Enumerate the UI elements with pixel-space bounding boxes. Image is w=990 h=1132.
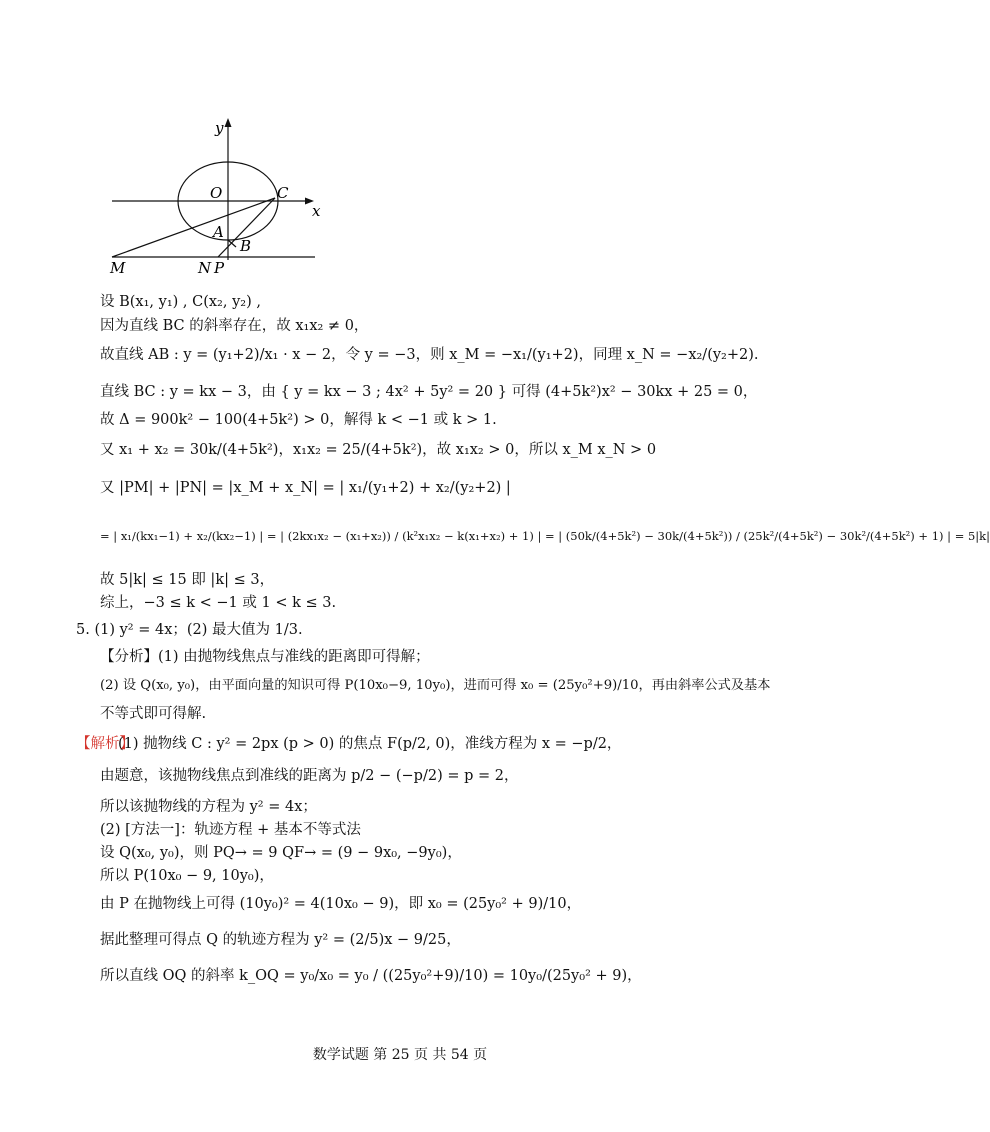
label-b: B — [240, 237, 252, 255]
ellipse-diagram — [100, 110, 340, 280]
text-line: 故 Δ = 900k² − 100(4+5k²) > 0，解得 k < −1 或 k > 1. — [100, 412, 497, 428]
analysis-heading: 【分析】(1) 由抛物线焦点与准线的距离即可得解； — [100, 649, 430, 665]
text-line: (1) 抛物线 C : y² = 2px (p > 0) 的焦点 F(p/2, 0)，准线方程为 x = −p/2， — [118, 736, 622, 752]
label-y: y — [215, 119, 224, 137]
y-axis-arrow — [225, 118, 232, 127]
text-line: 设 B(x₁, y₁) , C(x₂, y₂) , — [100, 294, 261, 310]
label-c: C — [277, 184, 289, 202]
question-5-answer: 5. (1) y² = 4x；(2) 最大值为 1/3. — [76, 622, 303, 638]
label-p: P — [214, 259, 225, 277]
label-n: N — [198, 259, 212, 277]
text-line: 所以 P(10x₀ − 9, 10y₀)， — [100, 868, 274, 884]
text-line: 直线 BC : y = kx − 3，由 { y = kx − 3 ; 4x² + 5y² = 20 } 可得 (4+5k²)x² − 30kx + 25 = 0， — [100, 384, 758, 400]
text-line: 不等式即可得解. — [100, 706, 207, 722]
text-line: 由题意，该抛物线焦点到准线的距离为 p/2 − (−p/2) = p = 2， — [100, 768, 519, 784]
text-line: (2) 设 Q(x₀, y₀)，由平面向量的知识可得 P(10x₀−9, 10y₀)，进而可得 x₀ = (25y₀²+9)/10，再由斜率公式及基本 — [100, 678, 771, 693]
label-o: O — [210, 184, 223, 202]
text-line: 故直线 AB : y = (y₁+2)/x₁ · x − 2，令 y = −3，则 x_M = −x₁/(y₁+2)，同理 x_N = −x₂/(y₂+2). — [100, 347, 759, 363]
text-line: 所以直线 OQ 的斜率 k_OQ = y₀/x₀ = y₀ / ((25y₀²+9)/10) = 10y₀/(25y₀² + 9)， — [100, 968, 642, 984]
page-footer: 数学试题 第 25 页 共 54 页 — [312, 1047, 488, 1063]
text-line: 又 |PM| + |PN| = |x_M + x_N| = | x₁/(y₁+2) + x₂/(y₂+2) | — [100, 480, 511, 496]
text-line: 因为直线 BC 的斜率存在，故 x₁x₂ ≠ 0， — [100, 318, 369, 334]
label-a: A — [213, 223, 224, 241]
method-heading: (2) [方法一]：轨迹方程 + 基本不等式法 — [100, 822, 361, 838]
text-line: 据此整理可得点 Q 的轨迹方程为 y² = (2/5)x − 9/25， — [100, 932, 461, 948]
text-line: 又 x₁ + x₂ = 30k/(4+5k²)，x₁x₂ = 25/(4+5k²)，故 x₁x₂ > 0，所以 x_M x_N > 0 — [100, 442, 657, 458]
label-m: M — [110, 259, 126, 277]
text-line: 由 P 在抛物线上可得 (10y₀)² = 4(10x₀ − 9)，即 x₀ = (25y₀² + 9)/10， — [100, 896, 582, 912]
text-line: = | x₁/(kx₁−1) + x₂/(kx₂−1) | = | (2kx₁x₂ − (x₁+x₂)) / (k²x₁x₂ − k(x₁+x₂) + 1) | = | (50k/(4+5k²) − 30k/(4+5k²)) / (25k²/(4+5k²) − 30k²/(4+5k²) + 1) | = 5|k| — [100, 529, 990, 543]
text-line: 故 5|k| ≤ 15 即 |k| ≤ 3， — [100, 572, 275, 588]
solution-label: 【解析】 — [76, 736, 134, 752]
text-line: 设 Q(x₀, y₀)，则 PQ→ = 9 QF→ = (9 − 9x₀, −9y₀)， — [100, 845, 462, 861]
label-x: x — [312, 202, 321, 220]
text-line: 综上，−3 ≤ k < −1 或 1 < k ≤ 3. — [100, 595, 337, 611]
text-line: 所以该抛物线的方程为 y² = 4x； — [100, 799, 317, 815]
